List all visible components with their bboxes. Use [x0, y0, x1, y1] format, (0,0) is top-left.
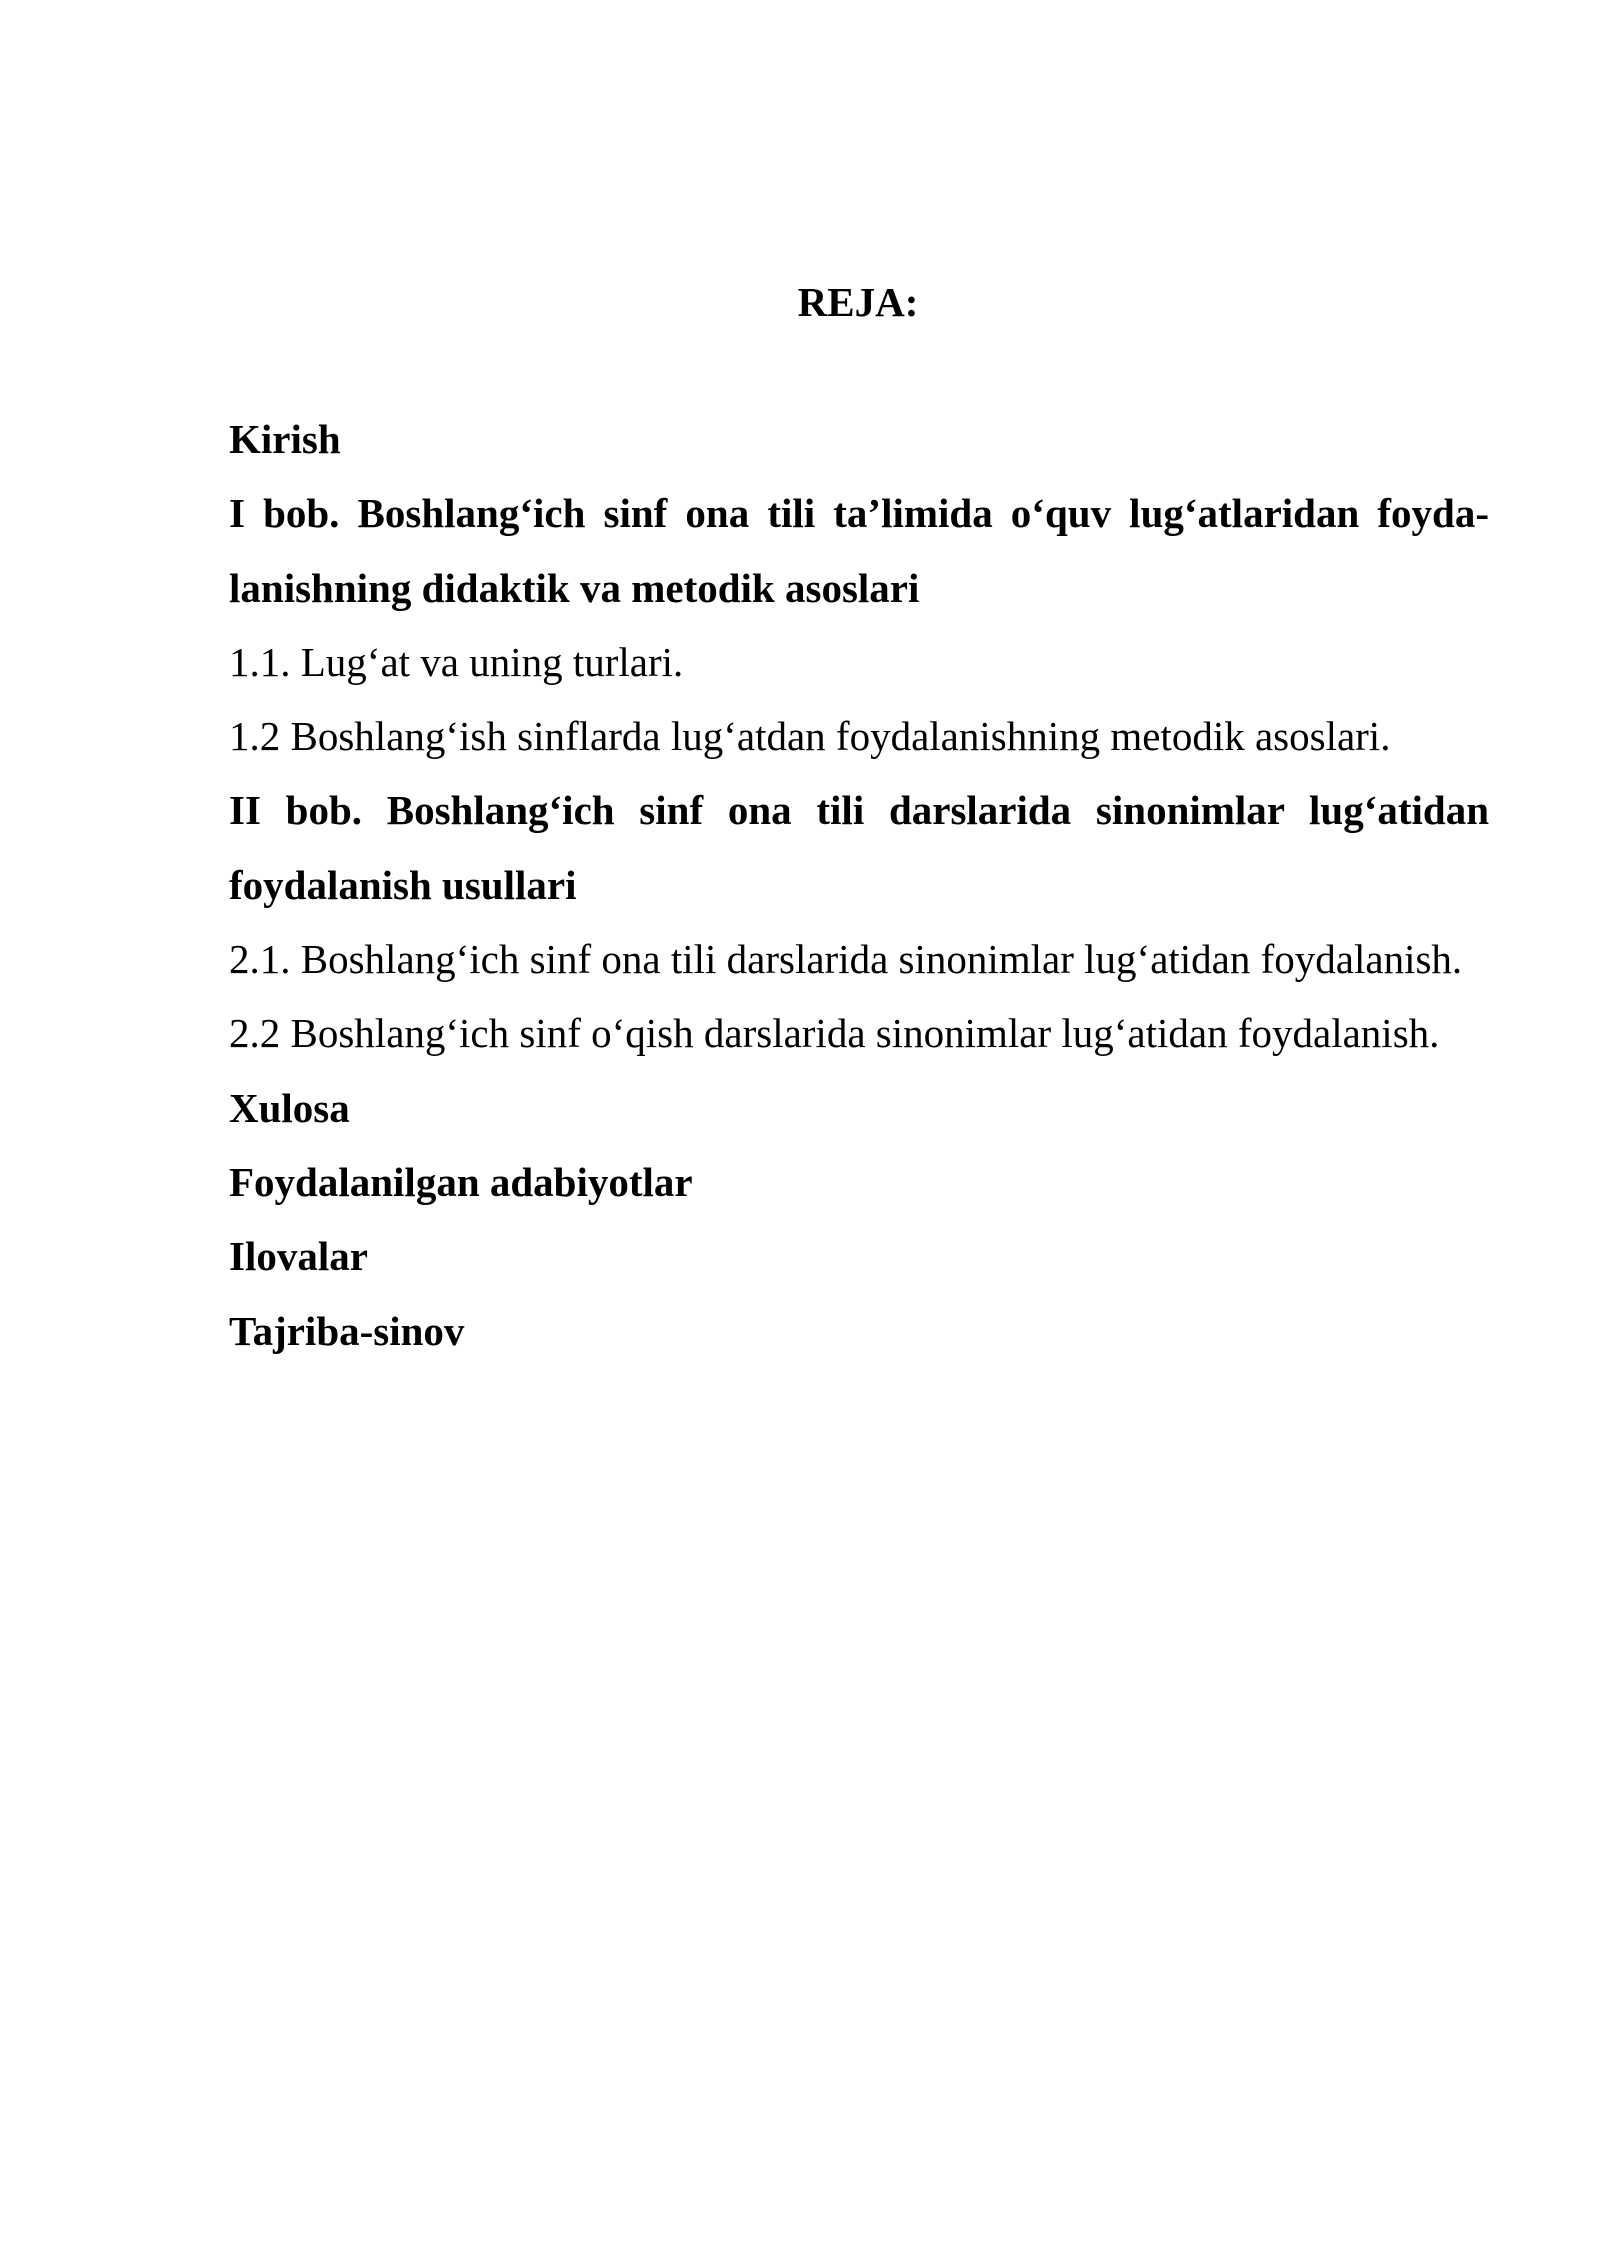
toc-entry-chapter-1: I bob. Boshlang‘ich sinf ona tili ta’limida o‘quv lug‘atlaridan foyda-lanishning didaktik va metodik asoslari — [229, 490, 1489, 611]
toc-entry-references: Foydalanilgan adabiyotlar — [229, 1158, 693, 1205]
toc-entry-section-1-1: 1.1. Lug‘at va uning turlari. — [229, 638, 684, 685]
toc-entry-section-1-2: 1.2 Boshlang‘ish sinflarda lug‘atdan foydalanishning metodik asoslari. — [229, 713, 1391, 760]
toc-entry-experiment: Tajriba-sinov — [229, 1307, 465, 1354]
table-of-contents — [229, 402, 1489, 1368]
toc-entry-chapter-2: II bob. Boshlang‘ich sinf ona tili darslarida sinonimlar lug‘atidan foydalanish usullari — [229, 787, 1489, 908]
page-title: REJA: — [797, 279, 919, 325]
toc-entry-introduction: Kirish — [229, 416, 341, 462]
toc-entry-section-2-1: 2.1. Boshlang‘ich sinf ona tili darslarida sinonimlar lug‘atidan foydalanish. — [229, 936, 1463, 983]
toc-entry-appendices: Ilovalar — [229, 1233, 368, 1280]
toc-entry-section-2-2: 2.2 Boshlang‘ich sinf o‘qish darslarida sinonimlar lug‘atidan foydalanish. — [229, 1010, 1440, 1057]
toc-entry-conclusion: Xulosa — [229, 1084, 350, 1131]
